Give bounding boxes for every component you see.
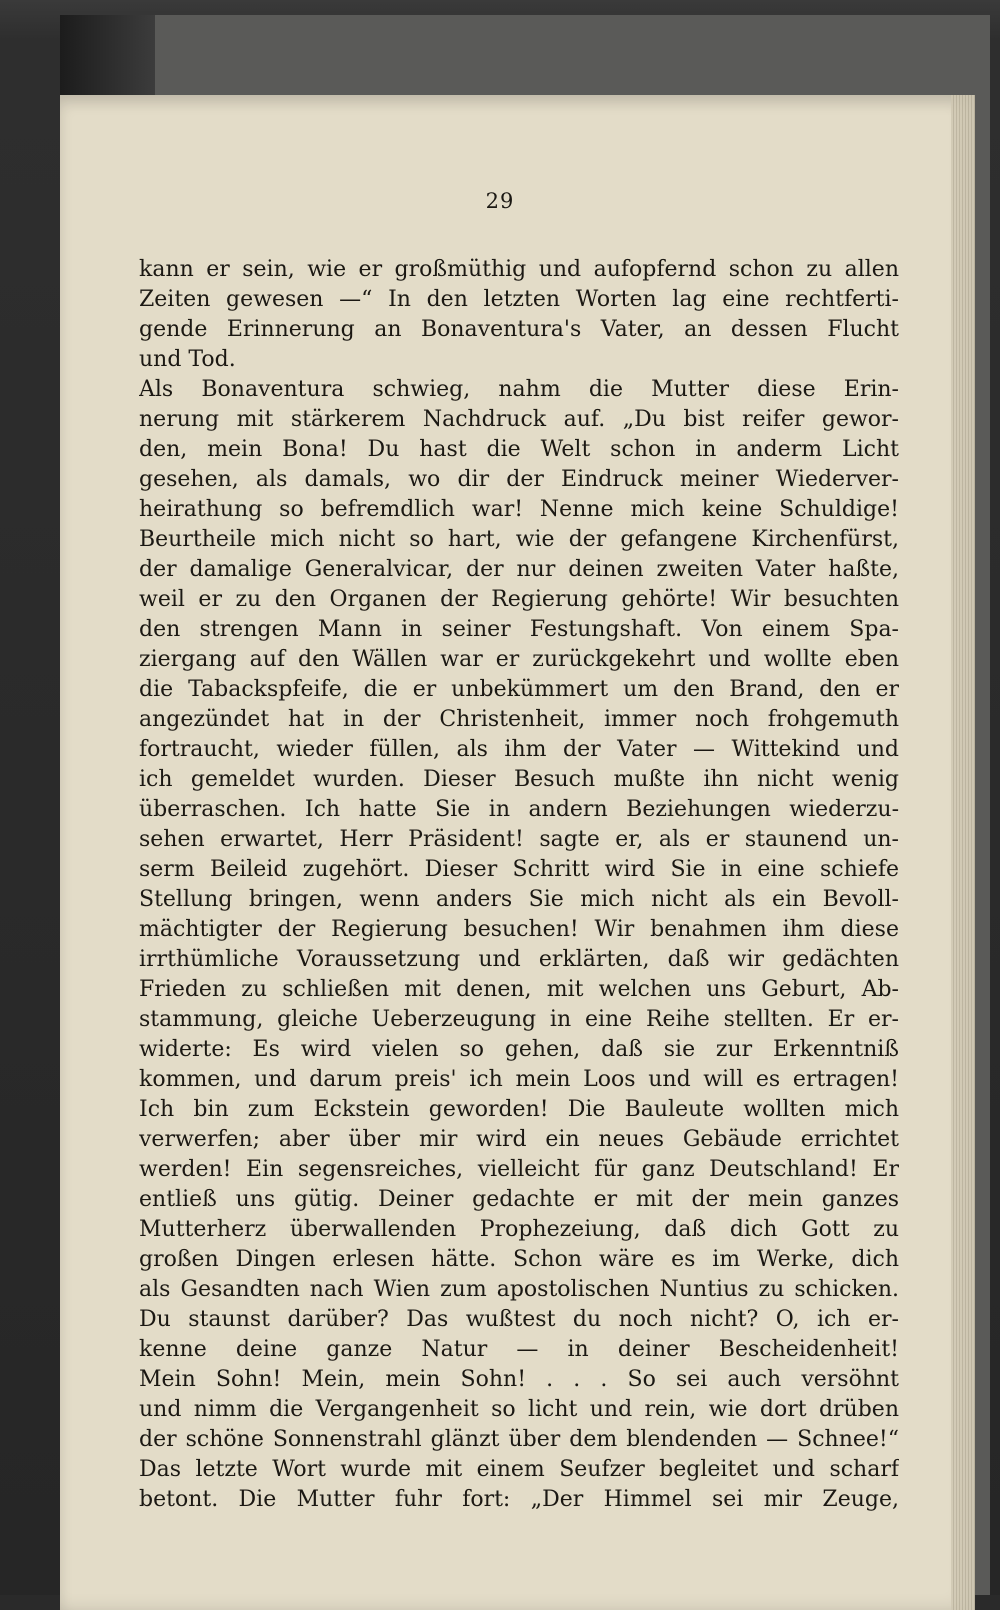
book-page — [60, 95, 975, 1610]
text-line: großen Dingen erlesen hätte. Schon wäre es im Werke, dich — [139, 1247, 899, 1272]
text-line: stammung, gleiche Ueberzeugung in eine Reihe stellten. Er er- — [139, 1007, 899, 1032]
text-line: weil er zu den Organen der Regierung gehörte! Wir besuchten — [139, 587, 899, 612]
text-line: Mutterherz überwallenden Prophezeiung, daß dich Gott zu — [139, 1217, 899, 1242]
text-line: Stellung bringen, wenn anders Sie mich nicht als ein Bevoll- — [139, 887, 899, 912]
text-line: fortraucht, wieder füllen, als ihm der Vater — Wittekind und — [139, 737, 899, 762]
text-line: der schöne Sonnenstrahl glänzt über dem blendenden — Schnee!“ — [139, 1427, 899, 1452]
text-line: serm Beileid zugehört. Dieser Schritt wird Sie in eine schiefe — [139, 857, 899, 882]
book-cover-board — [60, 15, 990, 1595]
text-line: Mein Sohn! Mein, mein Sohn! . . . So sei auch versöhnt — [139, 1367, 899, 1392]
text-line: und nimm die Vergangenheit so licht und rein, wie dort drüben — [139, 1397, 899, 1422]
text-line: der damalige Generalvicar, der nur deinen zweiten Vater haßte, — [139, 557, 899, 582]
text-line: kenne deine ganze Natur — in deiner Bescheidenheit! — [139, 1337, 899, 1362]
text-line: den, mein Bona! Du hast die Welt schon in anderm Licht — [139, 437, 899, 462]
text-line: nerung mit stärkerem Nachdruck auf. „Du bist reifer gewor- — [139, 407, 899, 432]
page-edges — [951, 95, 975, 1610]
text-line: verwerfen; aber über mir wird ein neues Gebäude errichtet — [139, 1127, 899, 1152]
page-number: 29 — [485, 189, 515, 213]
text-line: gesehen, als damals, wo dir der Eindruck meiner Wiederver- — [139, 467, 899, 492]
text-line: mächtigter der Regierung besuchen! Wir benahmen ihm diese — [139, 917, 899, 942]
body-text — [139, 255, 899, 1515]
text-line: irrthümliche Voraussetzung und erklärten, daß wir gedächten — [139, 947, 899, 972]
text-line: die Tabackspfeife, die er unbekümmert um den Brand, den er — [139, 677, 899, 702]
text-line: Das letzte Wort wurde mit einem Seufzer begleitet und scharf — [139, 1457, 899, 1482]
text-line: entließ uns gütig. Deiner gedachte er mit der mein ganzes — [139, 1187, 899, 1212]
text-line: als Gesandten nach Wien zum apostolischen Nuntius zu schicken. — [139, 1277, 899, 1302]
text-line: überraschen. Ich hatte Sie in andern Beziehungen wiederzu- — [139, 797, 899, 822]
text-line: kommen, und darum preis' ich mein Loos und will es ertragen! — [139, 1067, 899, 1092]
cover-edge — [60, 15, 155, 105]
text-line: widerte: Es wird vielen so gehen, daß sie zur Erkenntniß — [139, 1037, 899, 1062]
text-line: gende Erinnerung an Bonaventura's Vater, an dessen Flucht — [139, 317, 899, 342]
text-line: angezündet hat in der Christenheit, immer noch frohgemuth — [139, 707, 899, 732]
text-line: Du staunst darüber? Das wußtest du noch nicht? O, ich er- — [139, 1307, 899, 1332]
text-line: sehen erwartet, Herr Präsident! sagte er, als er staunend un- — [139, 827, 899, 852]
text-line: Ich bin zum Eckstein geworden! Die Bauleute wollten mich — [139, 1097, 899, 1122]
text-line: Beurtheile mich nicht so hart, wie der gefangene Kirchenfürst, — [139, 527, 899, 552]
text-line: betont. Die Mutter fuhr fort: „Der Himmel sei mir Zeuge, — [139, 1487, 899, 1512]
text-line: Frieden zu schließen mit denen, mit welchen uns Geburt, Ab- — [139, 977, 899, 1002]
text-line: kann er sein, wie er großmüthig und aufopfernd schon zu allen — [139, 257, 899, 282]
text-line: und Tod. — [139, 347, 236, 372]
text-line: heirathung so befremdlich war! Nenne mich keine Schuldige! — [139, 497, 899, 522]
text-line: Zeiten gewesen —“ In den letzten Worten lag eine rechtferti- — [139, 287, 899, 312]
text-line: den strengen Mann in seiner Festungshaft. Von einem Spa- — [139, 617, 899, 642]
text-line: werden! Ein segensreiches, vielleicht für ganz Deutschland! Er — [139, 1157, 899, 1182]
text-line: ich gemeldet wurden. Dieser Besuch mußte ihn nicht wenig — [139, 767, 899, 792]
text-line: ziergang auf den Wällen war er zurückgekehrt und wollte eben — [139, 647, 899, 672]
text-line: Als Bonaventura schwieg, nahm die Mutter diese Erin- — [139, 377, 899, 402]
